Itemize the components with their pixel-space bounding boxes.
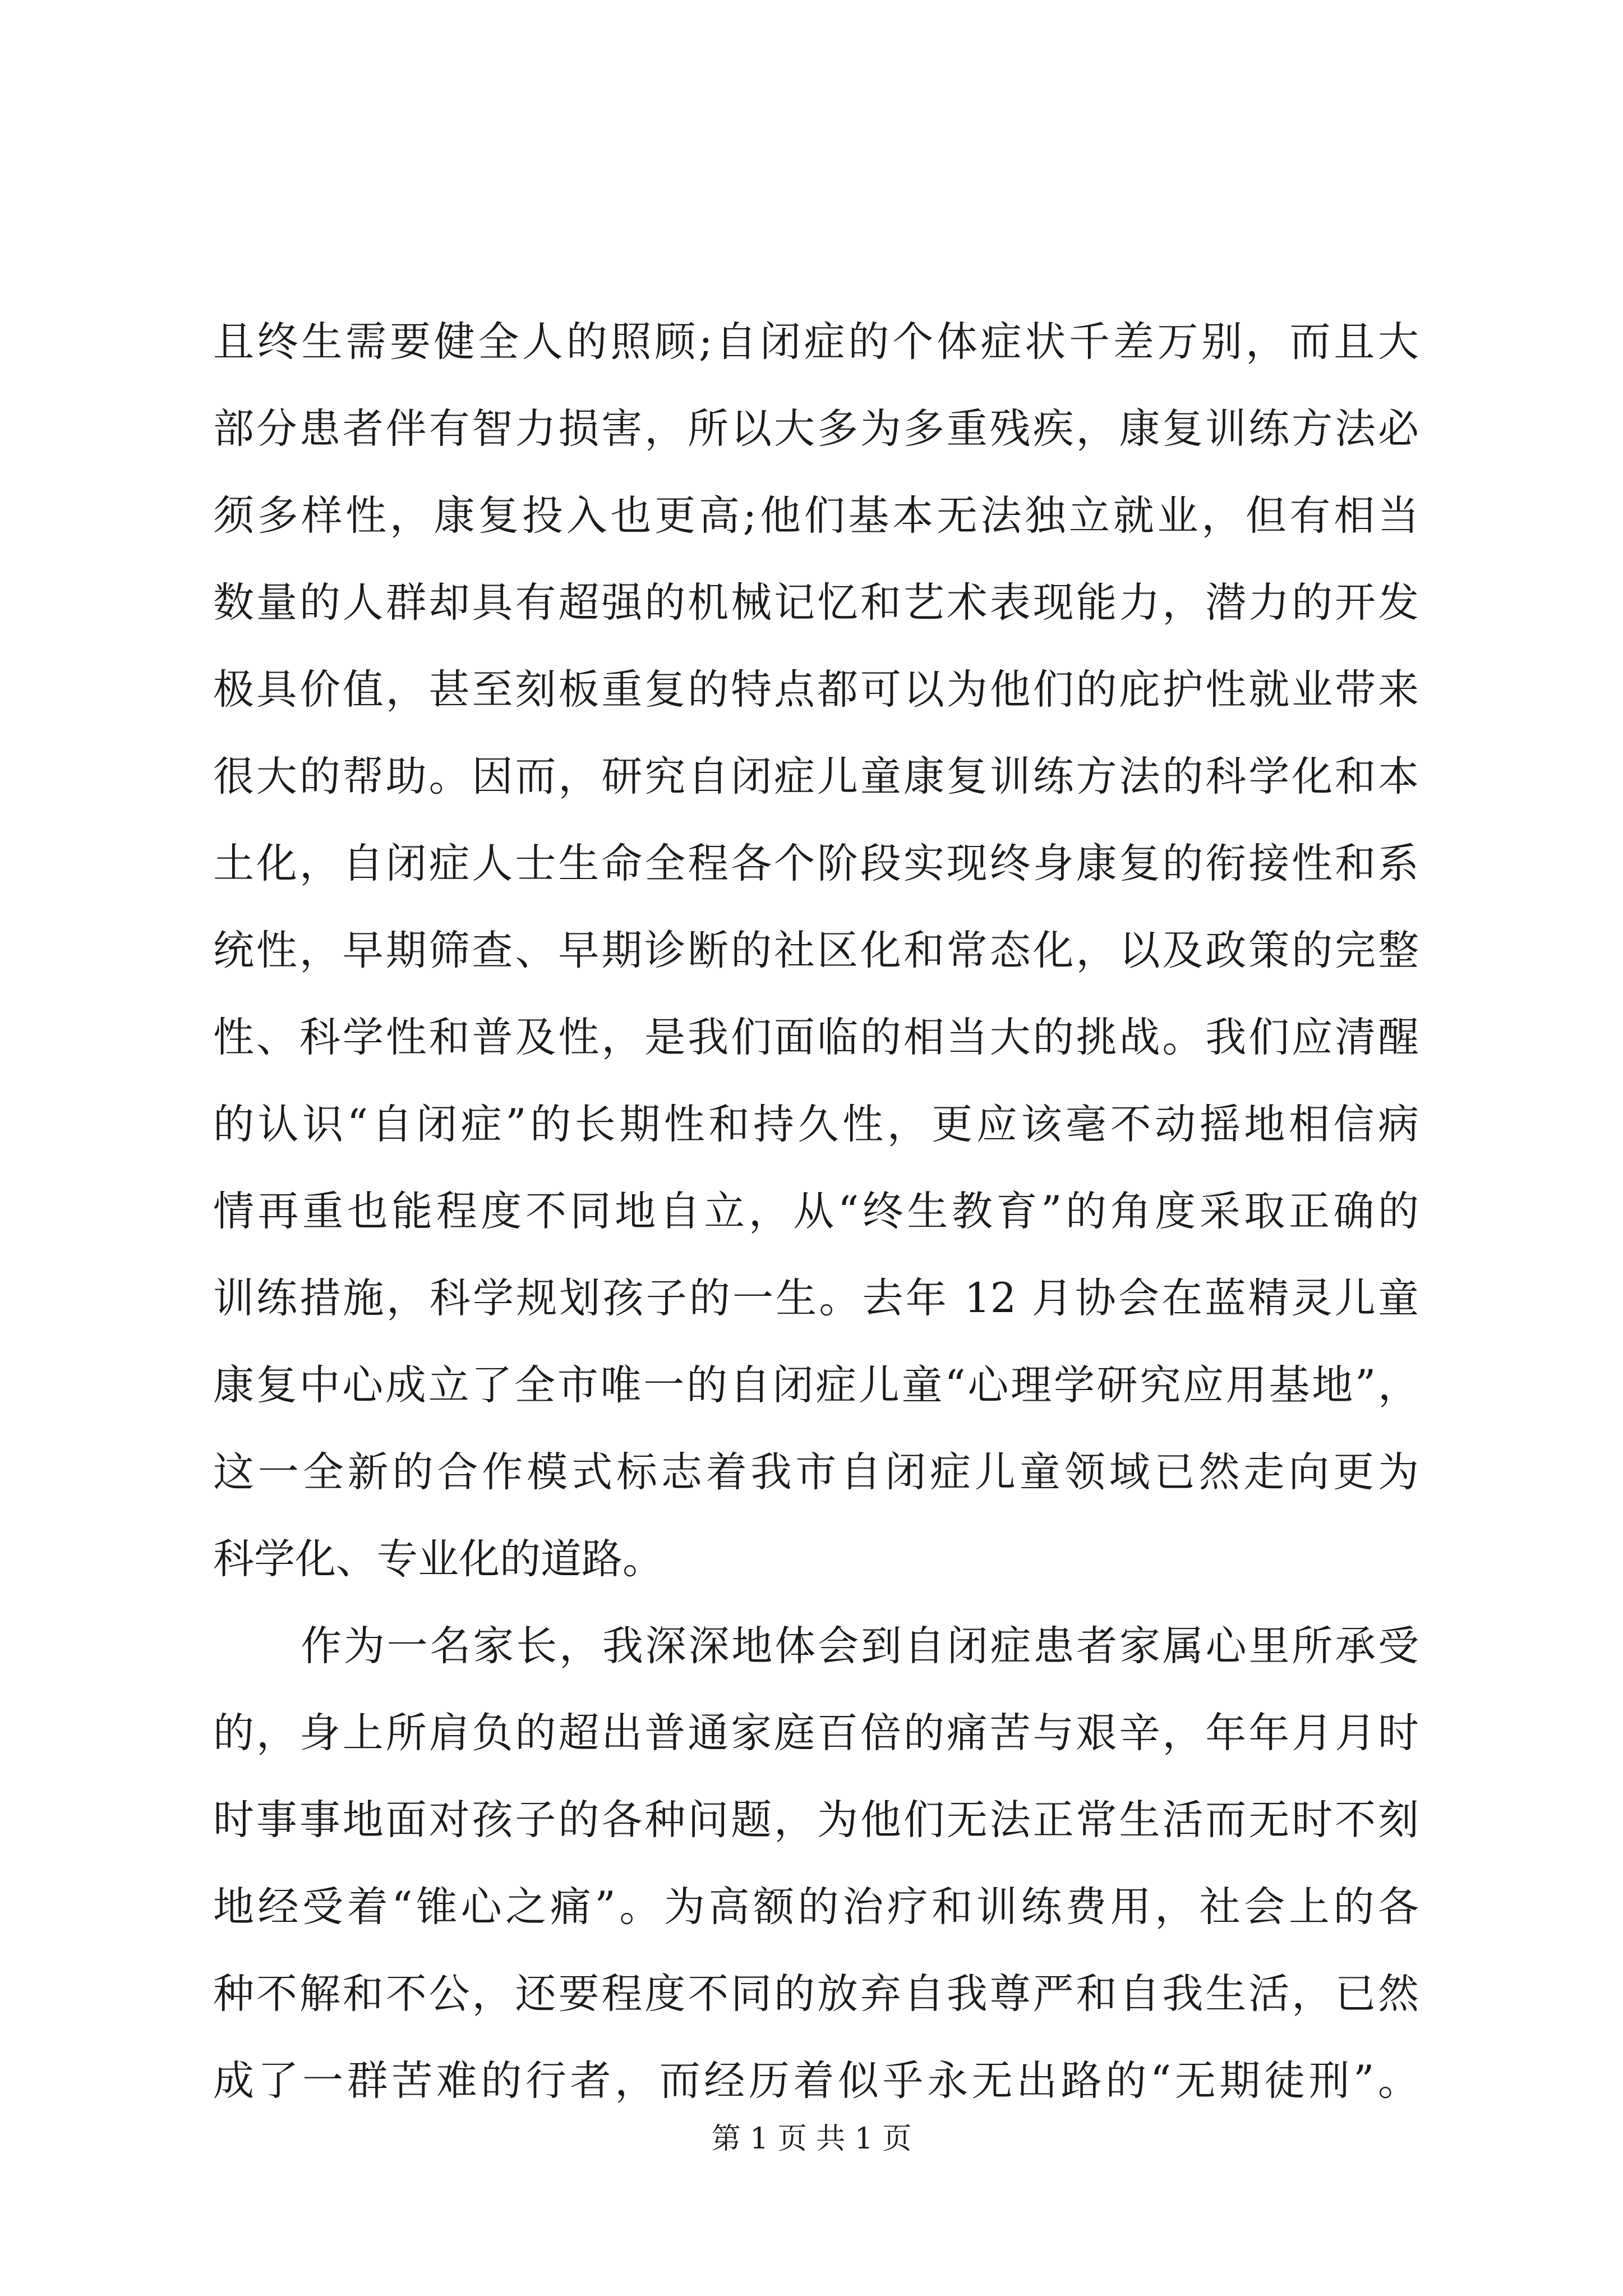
paragraph-1 — [213, 298, 1419, 1603]
text-line: 时事事地面对孩子的各种问题，为他们无法正常生活而无时不刻 — [213, 1796, 1419, 1844]
text-line: 的认识“自闭症”的长期性和持久性，更应该毫不动摇地相信病 — [213, 1101, 1419, 1148]
text-line: 数量的人群却具有超强的机械记忆和艺术表现能力，潜力的开发 — [213, 579, 1419, 627]
text-line: 统性，早期筛查、早期诊断的社区化和常态化，以及政策的完整 — [213, 927, 1419, 974]
page-number-footer: 第 1 页 共 1 页 — [711, 2122, 912, 2156]
text-line: 很大的帮助。因而，研究自闭症儿童康复训练方法的科学化和本 — [213, 753, 1419, 800]
text-line: 成了一群苦难的行者，而经历着似乎永无出路的“无期徒刑”。 — [213, 2057, 1419, 2105]
text-line: 须多样性，康复投入也更高;他们基本无法独立就业，但有相当 — [213, 492, 1419, 540]
paragraph-2 — [213, 1603, 1419, 2124]
text-line: 科学化、专业化的道路。 — [213, 1535, 663, 1583]
text-line: 训练措施，科学规划孩子的一生。去年 12 月协会在蓝精灵儿童 — [213, 1274, 1419, 1322]
text-line: 这一全新的合作模式标志着我市自闭症儿童领域已然走向更为 — [213, 1448, 1419, 1496]
text-line: 情再重也能程度不同地自立，从“终生教育”的角度采取正确的 — [213, 1188, 1419, 1235]
text-line: 且终生需要健全人的照顾;自闭症的个体症状千差万别，而且大 — [213, 318, 1419, 366]
text-line: 康复中心成立了全市唯一的自闭症儿童“心理学研究应用基地”， — [213, 1361, 1419, 1409]
text-line: 土化，自闭症人士生命全程各个阶段实现终身康复的衔接性和系 — [213, 840, 1419, 887]
text-line: 种不解和不公，还要程度不同的放弃自我尊严和自我生活，已然 — [213, 1970, 1419, 2018]
text-line: 地经受着“锥心之痛”。为高额的治疗和训练费用，社会上的各 — [213, 1883, 1419, 1931]
text-line: 作为一名家长，我深深地体会到自闭症患者家属心里所承受 — [301, 1622, 1419, 1670]
document-body — [213, 298, 1419, 2124]
text-line: 部分患者伴有智力损害，所以大多为多重残疾，康复训练方法必 — [213, 405, 1419, 453]
text-line: 的，身上所肩负的超出普通家庭百倍的痛苦与艰辛，年年月月时 — [213, 1709, 1419, 1757]
text-line: 极具价值，甚至刻板重复的特点都可以为他们的庇护性就业带来 — [213, 666, 1419, 714]
text-line: 性、科学性和普及性，是我们面临的相当大的挑战。我们应清醒 — [213, 1014, 1419, 1061]
